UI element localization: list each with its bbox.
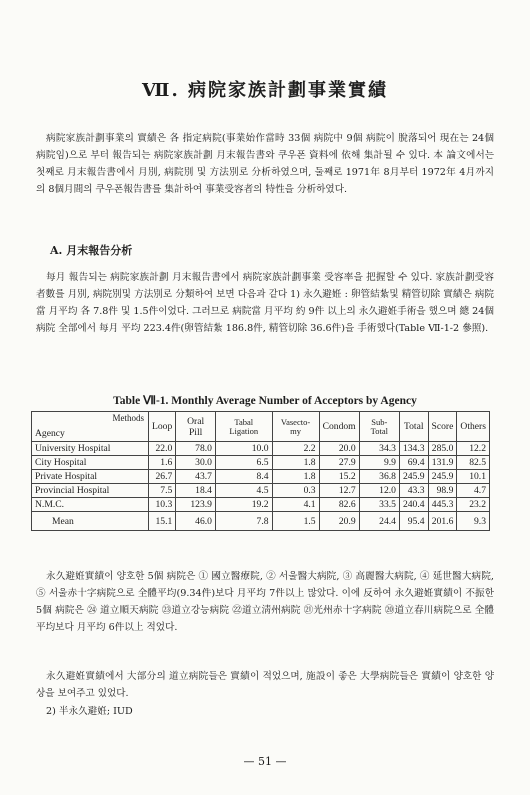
table-cell: 201.6 <box>428 512 457 531</box>
table-cell: 12.0 <box>359 484 399 498</box>
column-header <box>215 412 272 442</box>
table-header-row <box>32 412 490 442</box>
table-cell: 7.8 <box>215 512 272 531</box>
table-cell: 46.0 <box>176 512 216 531</box>
column-header: Condom <box>319 412 359 442</box>
column-header: Others <box>457 412 490 442</box>
table-cell: 19.2 <box>215 498 272 512</box>
column-header: Score <box>428 412 457 442</box>
table-cell: 445.3 <box>428 498 457 512</box>
section-paragraph: 每月 報告되는 病院家族計劃 月末報告書에서 病院家族計劃事業 受容率을 把握할 수 있다. 家族計劃受容者數를 月別, 病院別및 方法別로 分類하여 보면 다음과 같다 1) 永久避姙 : 卵管結紮및 精管切除 實績은 病院當 月平均 各 7.8件 및 1.5件이었다. 그러므로 病院當 月平均 約 9件 以上의 永久避姙手術을 했으며 總 24個 病院 全部에서 每月 平均 223.4件(卵管結紮 186.8件, 精管切除 36.6件)을 手術했다(Table Ⅶ-1-2 參照). <box>36 272 494 334</box>
row-label: Private Hospital <box>32 470 149 484</box>
table-cell: 285.0 <box>428 442 457 456</box>
column-header: Oral Pill <box>176 412 216 442</box>
table-cell: 12.2 <box>457 442 490 456</box>
table-cell: 30.0 <box>176 456 216 470</box>
table-cell: 4.5 <box>215 484 272 498</box>
table-cell: 22.0 <box>149 442 176 456</box>
provincial-paragraph: 永久避姙實績에서 大部分의 道立病院들은 實績이 적었으며, 施設이 좋은 大學病院들은 實績이 양호한 양상을 보여주고 있었다. <box>36 671 494 699</box>
table-cell: 10.0 <box>215 442 272 456</box>
column-header-text: Sub-Total <box>370 416 388 436</box>
row-label: Provincial Hospital <box>32 484 149 498</box>
table-cell: 240.4 <box>399 498 428 512</box>
table-cell: 1.8 <box>272 470 319 484</box>
table-cell: 12.7 <box>319 484 359 498</box>
table-cell: 2.2 <box>272 442 319 456</box>
mean-row <box>32 512 490 531</box>
table-cell: 95.4 <box>399 512 428 531</box>
table-cell: 98.9 <box>428 484 457 498</box>
table-cell: 10.3 <box>149 498 176 512</box>
row-label: Mean <box>32 512 149 531</box>
table-cell: 20.9 <box>319 512 359 531</box>
table-cell: 15.2 <box>319 470 359 484</box>
table-cell: 4.7 <box>457 484 490 498</box>
column-header-text: Vasecto-my <box>280 416 311 436</box>
page-number: — 51 — <box>243 755 287 768</box>
table-caption: Table Ⅶ-1. Monthly Average Number of Acceptors by Agency <box>113 395 417 407</box>
table-cell: 33.5 <box>359 498 399 512</box>
table-cell: 6.5 <box>215 456 272 470</box>
table-cell: 7.5 <box>149 484 176 498</box>
column-header: Total <box>399 412 428 442</box>
table-cell: 15.1 <box>149 512 176 531</box>
table-row <box>32 498 490 512</box>
column-header: Loop <box>149 412 176 442</box>
table-cell: 1.8 <box>272 456 319 470</box>
table-cell: 43.7 <box>176 470 216 484</box>
table-row <box>32 456 490 470</box>
table-cell: 43.3 <box>399 484 428 498</box>
chapter-title: Ⅶ. 病院家族計劃事業實績 <box>142 80 388 101</box>
acceptors-table <box>31 411 490 531</box>
table-row <box>32 470 490 484</box>
table-cell: 69.4 <box>399 456 428 470</box>
table-cell: 20.0 <box>319 442 359 456</box>
table-cell: 123.9 <box>176 498 216 512</box>
table-cell: 24.4 <box>359 512 399 531</box>
iud-subheading: 2) 半永久避姙; IUD <box>46 706 133 717</box>
table-cell: 0.3 <box>272 484 319 498</box>
table-cell: 36.8 <box>359 470 399 484</box>
section-heading: A. 月末報告分析 <box>50 244 133 257</box>
table-cell: 8.4 <box>215 470 272 484</box>
methods-label: Methods <box>112 413 144 423</box>
table-cell: 134.3 <box>399 442 428 456</box>
row-label: N.M.C. <box>32 498 149 512</box>
table-row <box>32 442 490 456</box>
intro-paragraph: 病院家族計劃事業의 實績은 各 指定病院(事業始作當時 33個 病院中 9個 病院이 脫落되어 現在는 24個 病院임)으로 부터 報告되는 病院家族計劃 月末報告書와 쿠우폰 資料에 依해 集計될 수 있다. 本 論文에서는 첫째로 月末報告書에서 月別, 病院別 및 方法別로 分析하였으며, 둘째로 1971年 8月부터 1972年 4月까지의 8個月間의 쿠우폰報告書를 集計하여 事業受容者의 特性을 分析하였다. <box>36 133 494 195</box>
table-cell: 131.9 <box>428 456 457 470</box>
row-label: City Hospital <box>32 456 149 470</box>
agency-label: Agency <box>35 428 65 439</box>
table-cell: 10.1 <box>457 470 490 484</box>
table-cell: 245.9 <box>399 470 428 484</box>
table-cell: 1.5 <box>272 512 319 531</box>
table-cell: 82.6 <box>319 498 359 512</box>
table-cell: 82.5 <box>457 456 490 470</box>
table-cell: 245.9 <box>428 470 457 484</box>
table-corner-cell <box>32 412 149 442</box>
table-cell: 26.7 <box>149 470 176 484</box>
hospital-ranking-paragraph: 永久避姙實績이 양호한 5個 病院은 ① 國立醫療院, ② 서울醫大病院, ③ 高麗醫大病院, ④ 延世醫大病院, ⑤ 서울赤十字病院으로 全體平均(9.34件)보다 月平均 7件以上 많았다. 이에 反하여 永久避姙實績이 不振한 5個 病院은 ㉔ 道立順天病院 ㉓道立강능病院 ㉒道立淸州病院 ㉑光州赤十字病院 ⑳道立春川病院으로 全體 平均보다 月平均 6件以上 적었다. <box>36 571 494 633</box>
table-cell: 1.6 <box>149 456 176 470</box>
table-cell: 27.9 <box>319 456 359 470</box>
table-row <box>32 484 490 498</box>
table-cell: 78.0 <box>176 442 216 456</box>
table-cell: 4.1 <box>272 498 319 512</box>
row-label: University Hospital <box>32 442 149 456</box>
table-cell: 18.4 <box>176 484 216 498</box>
table-cell: 9.9 <box>359 456 399 470</box>
table-cell: 9.3 <box>457 512 490 531</box>
table-cell: 34.3 <box>359 442 399 456</box>
column-header <box>359 412 399 442</box>
table-cell: 23.2 <box>457 498 490 512</box>
column-header <box>272 412 319 442</box>
column-header-text: Tabal Ligation <box>229 416 259 436</box>
